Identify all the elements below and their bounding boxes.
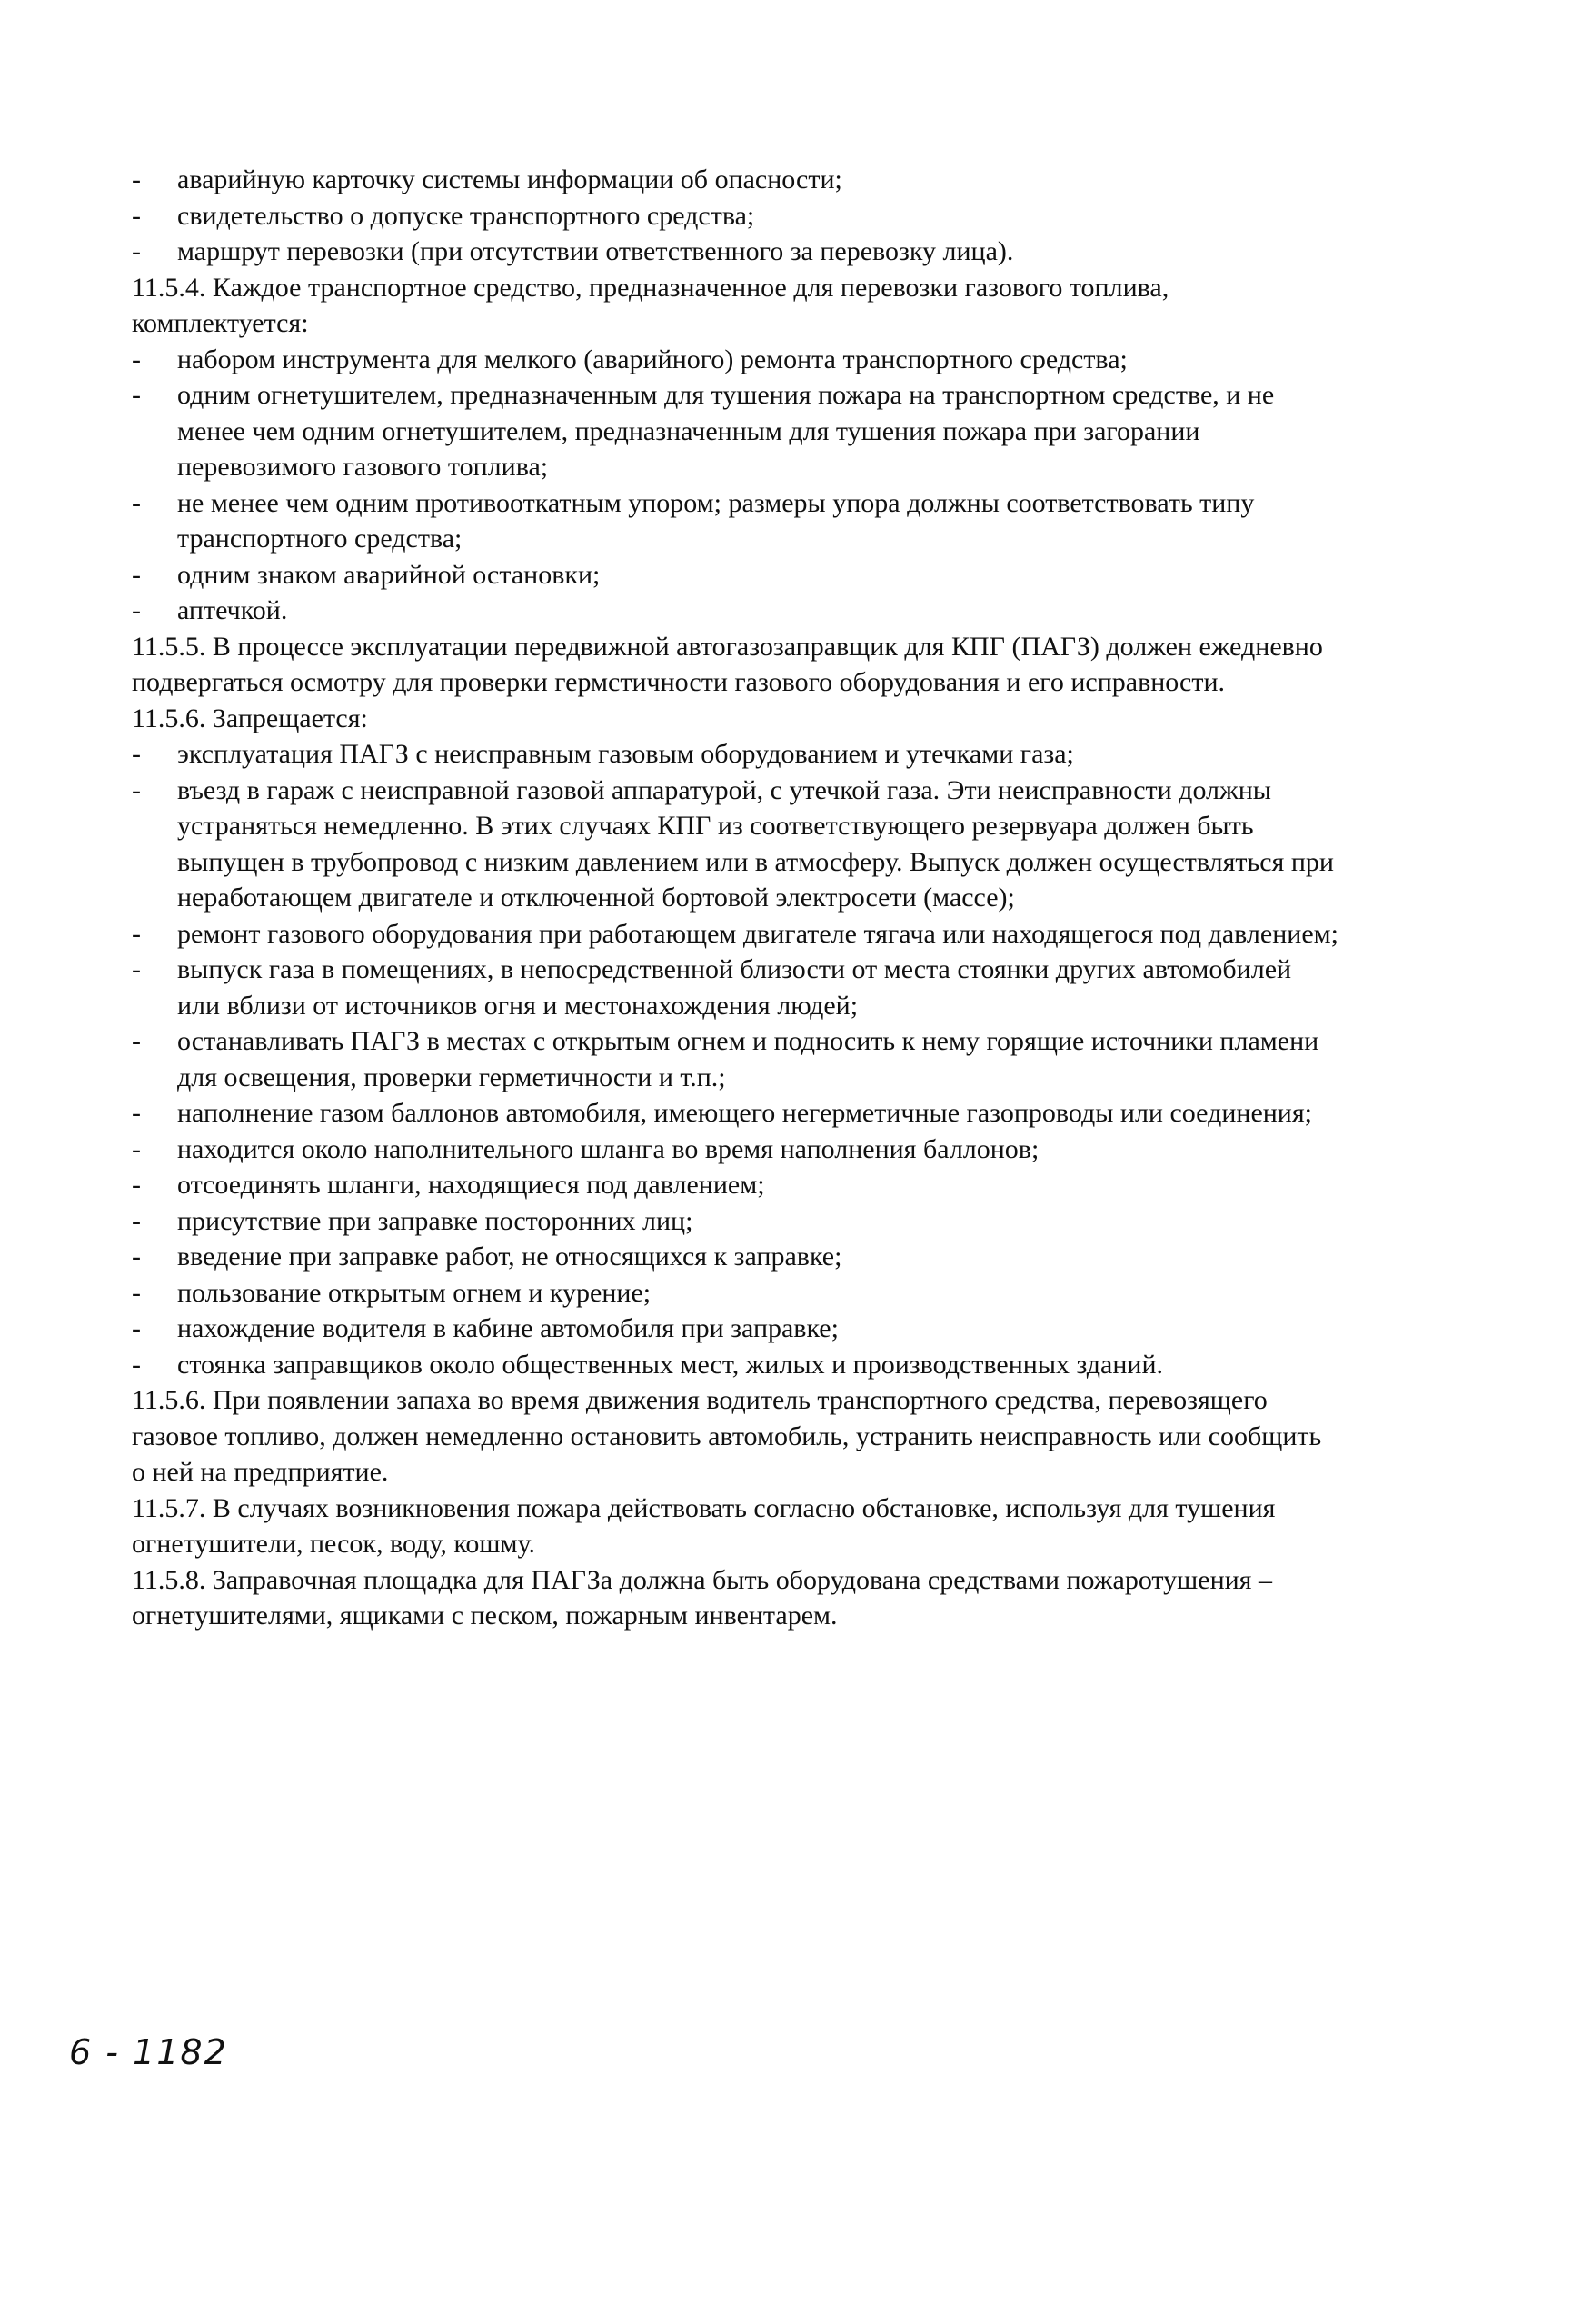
section-paragraph-11-5-4: 11.5.4. Каждое транспортное средство, предназначенное для перевозки газового топлива, комплектуется: bbox=[132, 272, 1169, 338]
list-item-text: стоянка заправщиков около общественных мест, жилых и производственных зданий. bbox=[177, 1349, 1164, 1380]
list-item bbox=[132, 1023, 1340, 1095]
list-item bbox=[132, 162, 1340, 198]
list-dash: - bbox=[132, 1098, 141, 1128]
section-paragraph-11-5-5: 11.5.5. В процессе эксплуатации передвижной автогазозаправщик для КПГ (ПАГЗ) должен ежедневно подвергаться осмотру для проверки гермстичности газового оборудования и его исправности. bbox=[132, 631, 1323, 697]
list-item bbox=[132, 342, 1340, 378]
list-item bbox=[132, 1347, 1340, 1383]
list-item-text: введение при заправке работ, не относящихся к заправке; bbox=[177, 1242, 842, 1272]
list-item-text: аптечкой. bbox=[177, 595, 288, 625]
list-item bbox=[132, 557, 1340, 593]
list-dash: - bbox=[132, 774, 141, 805]
list-item bbox=[132, 916, 1340, 953]
list-item-text: ремонт газового оборудования при работающем двигателе тягача или находящегося под давлением; bbox=[177, 918, 1338, 949]
list-item-text: въезд в гараж с неисправной газовой аппаратурой, с утечкой газа. Эти неисправности должны устраняться немедленно. В этих случаях КПГ из соответствующего резервуара должен быть выпущен в трубопровод с низким давлением или в атмосферу. Выпуск должен осуществляться при неработающем двигателе и отключенной бортовой электросети (массе); bbox=[177, 774, 1334, 913]
list-item-text: присутствие при заправке посторонних лиц; bbox=[177, 1205, 693, 1236]
list-item bbox=[132, 198, 1340, 234]
list-item bbox=[132, 773, 1340, 916]
list-item-text: пользование открытым огнем и курение; bbox=[177, 1277, 652, 1308]
list-dash: - bbox=[132, 165, 141, 194]
section-paragraph-11-5-8: 11.5.8. Заправочная площадка для ПАГЗа должна быть оборудована средствами пожаротушения – огнетушителями, ящиками с песком, пожарным инвентарем. bbox=[132, 1564, 1272, 1631]
list-dash: - bbox=[132, 559, 141, 590]
list-dash: - bbox=[132, 595, 141, 625]
list-item bbox=[132, 736, 1340, 773]
section-paragraph-11-5-7: 11.5.7. В случаях возникновения пожара действовать согласно обстановке, используя для тушения огнетушители, песок, воду, кошму. bbox=[132, 1492, 1276, 1559]
section-paragraph-11-5-6: 11.5.6. Запрещается: bbox=[132, 703, 368, 733]
list-item bbox=[132, 234, 1340, 270]
list-item-text: эксплуатация ПАГЗ с неисправным газовым оборудованием и утечками газа; bbox=[177, 739, 1074, 769]
list-dash: - bbox=[132, 344, 141, 374]
list-item bbox=[132, 952, 1340, 1023]
list-dash: - bbox=[132, 1026, 141, 1056]
page-mark: 6 - 1182 bbox=[69, 2032, 228, 2072]
list-item-text: одним огнетушителем, предназначенным для тушения пожара на транспортном средстве, и не менее чем одним огнетушителем, предназначенным для тушения пожара при загорании перевозимого газового топлива; bbox=[177, 380, 1275, 482]
list-item bbox=[132, 1239, 1340, 1275]
list-item-text: набором инструмента для мелкого (аварийного) ремонта транспортного средства; bbox=[177, 344, 1128, 374]
list-dash: - bbox=[132, 200, 141, 231]
list-item-text: маршрут перевозки (при отсутствии ответственного за перевозку лица). bbox=[177, 236, 1014, 266]
list-item bbox=[132, 593, 1340, 629]
list-item bbox=[132, 1095, 1340, 1132]
list-item-text: нахождение водителя в кабине автомобиля при заправке; bbox=[177, 1313, 839, 1343]
list-dash: - bbox=[132, 380, 141, 410]
section-paragraph-11-5-6-b: 11.5.6. При появлении запаха во время движения водитель транспортного средства, перевозящего газовое топливо, должен немедленно остановить автомобиль, устранить неисправность или сообщить о ней на предприятие. bbox=[132, 1385, 1322, 1487]
list-dash: - bbox=[132, 739, 141, 769]
list-item bbox=[132, 485, 1340, 557]
list-dash: - bbox=[132, 1277, 141, 1308]
list-item-text: находится около наполнительного шланга во время наполнения баллонов; bbox=[177, 1133, 1040, 1164]
list-item bbox=[132, 1132, 1340, 1168]
list-dash: - bbox=[132, 1133, 141, 1164]
list-item-text: свидетельство о допуске транспортного средства; bbox=[177, 200, 755, 231]
list-item-text: наполнение газом баллонов автомобиля, имеющего негерметичные газопроводы или соединения; bbox=[177, 1098, 1312, 1128]
list-item bbox=[132, 377, 1340, 485]
list-dash: - bbox=[132, 236, 141, 266]
list-item-text: останавливать ПАГЗ в местах с открытым огнем и подносить к нему горящие источники пламени для освещения, проверки герметичности и т.п.; bbox=[177, 1026, 1319, 1092]
list-dash: - bbox=[132, 1170, 141, 1200]
list-dash: - bbox=[132, 487, 141, 518]
list-item-text: отсоединять шланги, находящиеся под давлением; bbox=[177, 1170, 765, 1200]
list-dash: - bbox=[132, 1349, 141, 1380]
list-dash: - bbox=[132, 954, 141, 984]
list-dash: - bbox=[132, 1242, 141, 1272]
list-item-text: одним знаком аварийной остановки; bbox=[177, 559, 601, 590]
list-item-text: выпуск газа в помещениях, в непосредственной близости от места стоянки других автомобилей или вблизи от источников огня и местонахождения людей; bbox=[177, 954, 1292, 1021]
list-item-text: аварийную карточку системы информации об опасности; bbox=[177, 165, 842, 194]
list-item bbox=[132, 1203, 1340, 1240]
list-item bbox=[132, 1167, 1340, 1203]
list-dash: - bbox=[132, 1313, 141, 1343]
list-dash: - bbox=[132, 918, 141, 949]
list-item bbox=[132, 1311, 1340, 1347]
list-dash: - bbox=[132, 1205, 141, 1236]
document-body bbox=[132, 162, 1340, 1634]
list-item-text: не менее чем одним противооткатным упором; размеры упора должны соответствовать типу транспортного средства; bbox=[177, 487, 1255, 554]
list-item bbox=[132, 1275, 1340, 1312]
